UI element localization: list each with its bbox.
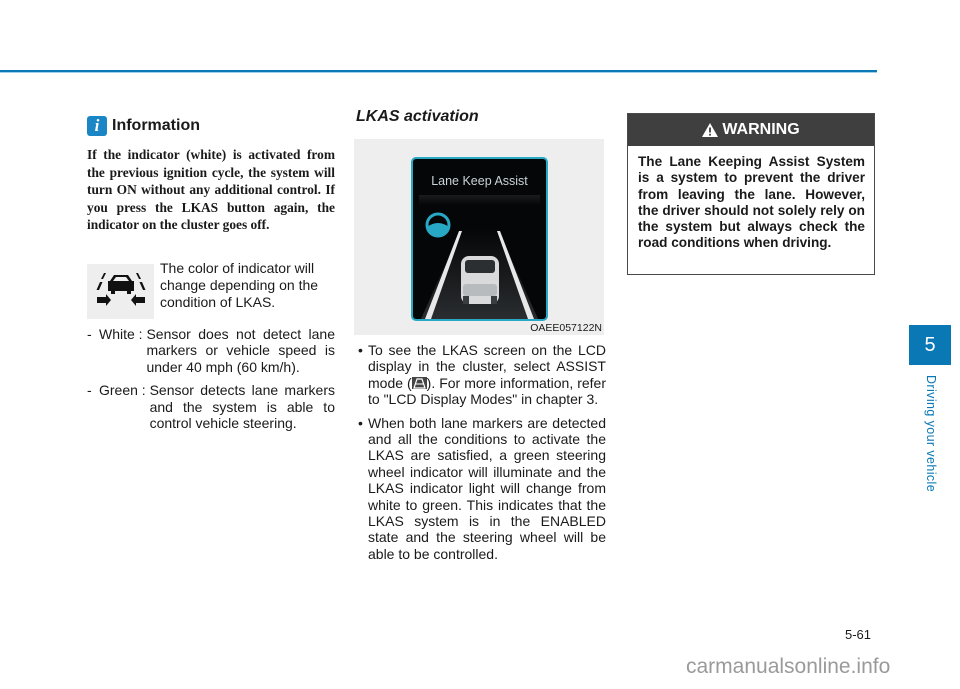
lcd-title: Lane Keep Assist (431, 174, 528, 188)
warning-title: WARNING (722, 121, 800, 138)
information-body: If the indicator (white) is activated from the previous ignition cycle, the system will turn ON without any additional control. If you press the LKAS button again, the indicator on the cluster goes off. (87, 147, 335, 233)
color-label: Green : (99, 382, 150, 399)
color-item-green (87, 382, 335, 432)
info-icon: i (87, 116, 107, 136)
information-section (87, 113, 335, 432)
car-icon (461, 256, 499, 304)
color-description: Sensor does not detect lane markers or vehicle speed is under 40 mph (60 km/h). (146, 325, 335, 375)
list-dash: - (87, 325, 92, 342)
lkas-activation-section (356, 108, 606, 562)
bullet-dot: • (358, 342, 363, 358)
bullet-text: To see the LKAS screen on the LCD display in the cluster, select ASSIST mode ( (368, 342, 606, 391)
warning-body: The Lane Keeping Assist System is a system to prevent the driver from leaving the lane. However, the driver should not solely rely on the system but always check the road conditions when driving. (638, 154, 865, 251)
chapter-tab: 5 (909, 325, 951, 365)
bullet-dot: • (358, 414, 363, 431)
list-item (358, 415, 606, 563)
watermark: carmanualsonline.info (686, 655, 891, 678)
section-title: LKAS activation (356, 108, 479, 125)
indicator-caption: The color of indicator will change depending on the condition of LKAS. (160, 259, 319, 310)
indicator-description (87, 260, 335, 319)
color-label: White : (99, 325, 147, 342)
chapter-title: Driving your vehicle (924, 375, 938, 493)
bullet-text: When both lane markers are detected and all the conditions to activate the LKAS are satisfied, a green steering wheel indicator will illuminate and the LKAS indicator light will change from white to green. This indicates that the LKAS system is in the ENABLED state and the steering wheel will be able to be controlled. (368, 414, 606, 562)
information-header (87, 113, 335, 139)
list-dash: - (87, 382, 92, 399)
lcd-display (411, 157, 548, 321)
figure-code: OAEE057122N (530, 322, 602, 334)
assist-mode-icon (412, 377, 427, 389)
warning-header (628, 114, 874, 146)
color-item-white (87, 326, 335, 376)
warning-triangle-icon (702, 123, 718, 137)
information-title: Information (112, 117, 200, 134)
warning-box (627, 113, 875, 275)
bullet-text: ). For more information, refer to "LCD Display Modes" in chapter 3. (368, 374, 606, 408)
color-description: Sensor detects lane markers and the system is able to control vehicle steering. (149, 382, 335, 432)
page-number: 5-61 (845, 627, 872, 642)
list-item (358, 342, 606, 408)
header-rule (0, 70, 877, 72)
lkas-indicator-icon (87, 264, 154, 319)
bullet-list (358, 342, 606, 569)
lkas-figure (354, 139, 604, 335)
steering-wheel-icon (427, 214, 449, 236)
